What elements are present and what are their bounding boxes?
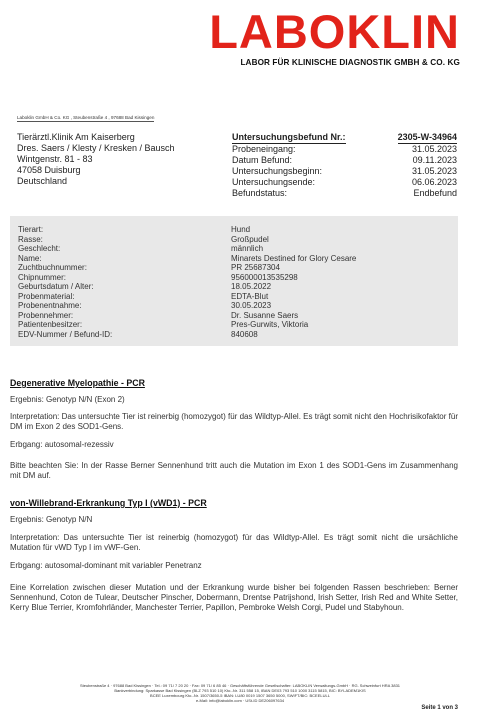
dm-result: Ergebnis: Genotyp N/N (Exon 2) [10,395,125,404]
patient-value: 956000013535298 [231,272,298,282]
footer-line: Bankverbindung: Sparkasse Bad Kissingen (BLZ 793 510 10) Kto.-Nr. 311 558 15, IBAN DE03 793 510 1000 3115 5815, BIC: BYLADEM1KIS [114,688,366,693]
dm-title: Degenerative Myelopathie - PCR [10,378,145,388]
dm-note: Bitte beachten Sie: In der Rasse Berner Sennenhund tritt auch die Mutation im Exon 1 des SOD1-Gens im Zusammenhang mit DM auf. [10,461,458,480]
vwd-result: Ergebnis: Genotyp N/N [10,515,93,524]
patient-value: Großpudel [231,234,269,244]
report-number-value: 2305-W-34964 [397,132,457,142]
vwd-correlation: Eine Korrelation zwischen dieser Mutation und der Erkrankung wurde bisher bei folgenden Rassen beschrieben: Berner Sennenhund, Coton de Tulear, Deutscher Pinscher, Dobermann, Drentse Patrijshond, Irish Setter, Irish Red and White Setter, Kerry Blue Terrier, Kromfohrländer, Manchester Terrier, Papillon, Pembroke Welsh Corgi, Pudel und Stabyhoun. [10,583,458,612]
logo-wordmark: LABOKLIN [209,5,460,58]
patient-label: Chipnummer: [18,272,67,282]
recipient-line-2: Dres. Saers / Klesty / Kresken / Bausch [17,143,175,153]
report-row-label: Untersuchungsbeginn: [232,166,323,176]
patient-info-box [10,216,458,346]
report-number-row [232,132,457,144]
patient-label: Geburtsdatum / Alter: [18,282,94,291]
vwd-interpretation: Interpretation: Das untersuchte Tier ist reinerbig (homozygot) für das Wildtyp-Allel. Es trägt somit nicht die ursächliche Mutation für vWD Typ I im vWF-Gen. [10,533,458,552]
page-number: Seite 1 von 3 [421,705,458,711]
report-row-value: 31.05.2023 [411,166,457,176]
report-row-label: Untersuchungsende: [232,177,316,187]
patient-label: Probenentnahme: [18,301,82,310]
recipient-line-1: Tierärztl.Klinik Am Kaiserberg [17,132,135,142]
patient-label: Tierart: [18,225,44,234]
footer-line: e-Mail: info@laboklin.com · USt-ID DE206097634 [195,698,285,703]
report-row [232,188,457,199]
report-row-value: Endbefund [413,188,457,198]
report-row-value: 31.05.2023 [411,144,457,154]
patient-value: Pres-Gurwits, Viktoria [231,320,309,329]
dm-section [10,378,458,388]
vwd-section [10,498,458,508]
patient-label: Name: [18,253,42,263]
patient-value: Minarets Destined for Glory Cesare [231,253,357,263]
vwd-inheritance: Erbgang: autosomal-dominant mit variabler Penetranz [10,561,202,570]
patient-label: EDV-Nummer / Befund-ID: [18,329,113,339]
report-row [232,177,457,188]
report-row [232,155,457,166]
patient-value: 18.05.2022 [231,282,272,291]
patient-label: Zuchtbuchnummer: [18,263,87,272]
dm-interpretation: Interpretation: Das untersuchte Tier ist reinerbig (homozygot) für das Wildtyp-Allel. Es trägt somit nicht den Hochrisikofaktor für DM im Exon 2 des SOD1-Gens. [10,412,458,431]
report-number-label: Untersuchungsbefund Nr.: [232,132,346,142]
dm-inheritance: Erbgang: autosomal-rezessiv [10,440,114,449]
report-header [232,132,457,199]
patient-label: Geschlecht: [18,244,61,253]
patient-label: Probennehmer: [18,310,74,320]
report-row-label: Probeneingang: [232,144,296,154]
recipient-address [17,132,175,187]
sender-line: Laboklin GmbH & Co. KG , Steubenstraße 4 , 97688 Bad Kissingen [17,115,155,120]
report-row [232,166,457,177]
report-row-label: Datum Befund: [232,155,293,165]
patient-value: PR 25687304 [231,263,280,272]
vwd-title: von-Willebrand-Erkrankung Typ I (vWD1) - PCR [10,498,207,508]
patient-label: Probenmaterial: [18,291,75,301]
report-row-value: 06.06.2023 [411,177,457,187]
report-row-value: 09.11.2023 [412,155,457,165]
footer [10,683,470,703]
patient-label: Rasse: [18,234,43,244]
report-row-label: Befundstatus: [232,188,288,198]
patient-value: 840608 [231,329,258,339]
patient-value: Dr. Susanne Saers [231,310,299,320]
footer-line: Steubenstraße 4 · 97688 Bad Kissingen · Tel.: 09 71/ 7 20 20 · Fax: 09 71/ 6 85 46 · Geschäftsführende Gesellschafter: LABOKLIN Verwaltungs-GmbH · RG. Schweinfurt HRA 3831 [79,683,401,688]
recipient-line-4: 47058 Duisburg [17,165,81,175]
recipient-line-3: Wintgenstr. 81 - 83 [17,154,93,164]
logo-subtitle: LABOR FÜR KLINISCHE DIAGNOSTIK GMBH & CO. KG [240,58,460,67]
footer-line: BCEE Luxembourg Kto.-Nr. 1507/3650-5 IBAN: LU80 0019 1507 3650 5000, SWIFT/BIC: BCEELULL [150,693,330,698]
patient-value: männlich [231,244,264,253]
recipient-line-5: Deutschland [17,176,68,186]
report-row [232,144,457,155]
patient-value: Hund [231,225,251,234]
patient-value: EDTA-Blut [231,291,269,301]
patient-value: 30.05.2023 [231,301,272,310]
patient-label: Patientenbesitzer: [18,320,83,329]
laboklin-logo [205,5,460,67]
